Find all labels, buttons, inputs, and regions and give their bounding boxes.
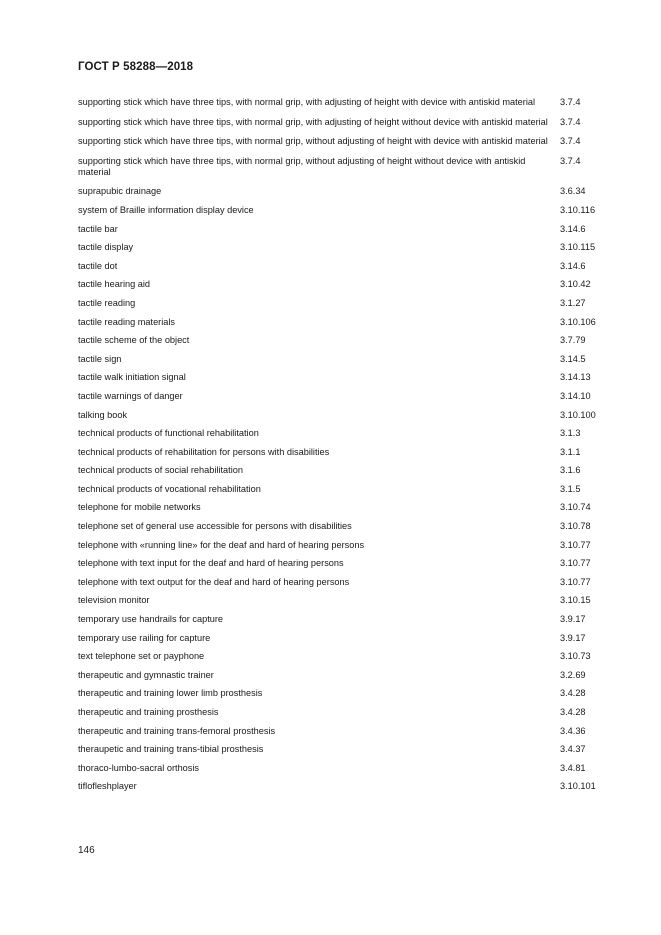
entry-reference: 3.4.28 — [560, 688, 586, 699]
entry-reference: 3.14.13 — [560, 372, 591, 383]
index-entry — [78, 484, 608, 495]
index-entry — [78, 97, 608, 108]
index-entry — [78, 558, 608, 569]
index-entry — [78, 354, 608, 365]
entry-term: supporting stick which have three tips, with normal grip, without adjusting of height with device with antiskid material — [78, 136, 548, 147]
index-entry — [78, 391, 608, 402]
index-entry — [78, 502, 608, 513]
entry-term: tactile dot — [78, 260, 118, 271]
entry-reference: 3.14.10 — [560, 390, 591, 401]
entry-term: temporary use handrails for capture — [78, 614, 224, 625]
entry-reference: 3.1.27 — [560, 297, 586, 308]
index-entry — [78, 670, 608, 681]
entry-reference: 3.7.4 — [560, 116, 581, 127]
entry-term: system of Braille information display device — [78, 204, 254, 215]
entry-term: tactile warnings of danger — [78, 390, 183, 401]
index-entry — [78, 186, 608, 197]
index-entry — [78, 156, 608, 178]
entry-reference: 3.10.73 — [560, 651, 591, 662]
page-number: 146 — [78, 845, 95, 856]
entry-term: supporting stick which have three tips, with normal grip, without adjusting of height without device with antiskid material — [78, 155, 526, 177]
index-entry — [78, 372, 608, 383]
index-entry — [78, 335, 608, 346]
entry-term: tactile reading — [78, 297, 136, 308]
entry-term: therapeutic and training prosthesis — [78, 707, 219, 717]
index-entry — [78, 447, 608, 458]
entry-reference: 3.10.77 — [560, 539, 591, 550]
index-entry — [78, 614, 608, 625]
entry-reference: 3.4.28 — [560, 707, 586, 717]
entry-reference: 3.10.42 — [560, 279, 591, 290]
entry-reference: 3.10.78 — [560, 521, 591, 532]
entry-term: tactile reading materials — [78, 316, 176, 327]
entry-term: thoraco-lumbo-sacral orthosis — [78, 762, 200, 773]
index-entry — [78, 688, 608, 699]
entry-term: television monitor — [78, 595, 150, 606]
entry-term: talking book — [78, 409, 128, 420]
entry-term: therapeutic and training trans-femoral prosthesis — [78, 725, 276, 736]
index-entry — [78, 298, 608, 309]
entry-reference: 3.14.6 — [560, 260, 586, 271]
entry-reference: 3.7.4 — [560, 136, 581, 147]
index-entry — [78, 261, 608, 272]
index-entry — [78, 410, 608, 421]
entry-reference: 3.1.6 — [560, 465, 581, 476]
entry-reference: 3.10.116 — [560, 204, 596, 215]
entry-reference: 3.7.4 — [560, 155, 581, 166]
entry-term: suprapubic drainage — [78, 186, 162, 197]
index-entry — [78, 242, 608, 253]
entry-term: therapeutic and gymnastic trainer — [78, 669, 214, 680]
index-entry — [78, 279, 608, 290]
entry-term: technical products of social rehabilitation — [78, 465, 243, 476]
entry-term: telephone with «running line» for the deaf and hard of hearing persons — [78, 539, 365, 550]
entry-reference: 3.1.3 — [560, 428, 581, 439]
entry-reference: 3.10.115 — [560, 242, 596, 253]
entry-term: telephone set of general use accessible for persons with disabilities — [78, 521, 352, 532]
entry-term: telephone with text input for the deaf and hard of hearing persons — [78, 558, 344, 569]
entry-reference: 3.1.5 — [560, 483, 581, 494]
entry-reference: 3.7.79 — [560, 335, 586, 346]
index-entry — [78, 521, 608, 532]
entry-reference: 3.10.74 — [560, 502, 591, 513]
index-entry — [78, 707, 608, 718]
entry-term: tactile hearing aid — [78, 279, 151, 290]
entry-reference: 3.4.81 — [560, 762, 586, 773]
entry-reference: 3.6.34 — [560, 186, 586, 197]
index-entry — [78, 744, 608, 755]
entry-reference: 3.14.5 — [560, 353, 586, 364]
entry-reference: 3.10.77 — [560, 558, 591, 569]
index-entry — [78, 763, 608, 774]
index-entry — [78, 205, 608, 216]
entry-reference: 3.1.1 — [560, 446, 581, 457]
entry-term: text telephone set or payphone — [78, 651, 205, 662]
entry-term: technical products of vocational rehabilitation — [78, 483, 261, 494]
index-entry — [78, 726, 608, 737]
index-entry — [78, 428, 608, 439]
entry-term: temporary use railing for capture — [78, 632, 211, 643]
entry-term: telephone with text output for the deaf and hard of hearing persons — [78, 576, 350, 587]
document-header: ГОСТ Р 58288—2018 — [78, 61, 194, 73]
entry-term: tactile bar — [78, 223, 118, 234]
index-entry — [78, 651, 608, 662]
index-entry — [78, 633, 608, 644]
index-entry — [78, 117, 608, 128]
entry-reference: 3.10.77 — [560, 576, 591, 587]
entry-term: tactile sign — [78, 353, 122, 364]
entry-reference: 3.9.17 — [560, 632, 586, 643]
index-entry — [78, 595, 608, 606]
entry-term: therapeutic and training lower limb prosthesis — [78, 688, 263, 699]
index-entry — [78, 465, 608, 476]
entry-term: supporting stick which have three tips, with normal grip, with adjusting of height with device with antiskid material — [78, 97, 536, 107]
index-entry — [78, 317, 608, 328]
entry-term: tactile scheme of the object — [78, 335, 190, 346]
index-entry — [78, 540, 608, 551]
entry-reference: 3.4.37 — [560, 744, 586, 755]
entry-reference: 3.10.15 — [560, 595, 591, 606]
entry-term: tiflofleshplayer — [78, 781, 137, 792]
term-index — [78, 97, 608, 800]
entry-reference: 3.10.100 — [560, 409, 596, 420]
entry-reference: 3.4.36 — [560, 725, 586, 736]
entry-term: telephone for mobile networks — [78, 502, 201, 513]
entry-reference: 3.10.106 — [560, 316, 596, 327]
index-entry — [78, 224, 608, 235]
entry-term: tactile walk initiation signal — [78, 372, 186, 383]
index-entry — [78, 136, 608, 147]
index-entry — [78, 577, 608, 588]
entry-reference: 3.14.6 — [560, 223, 586, 234]
entry-reference: 3.2.69 — [560, 669, 586, 680]
entry-term: theraupetic and training trans-tibial prosthesis — [78, 744, 264, 755]
entry-term: technical products of rehabilitation for persons with disabilities — [78, 446, 330, 457]
entry-term: supporting stick which have three tips, with normal grip, with adjusting of height without device with antiskid material — [78, 116, 548, 127]
entry-reference: 3.10.101 — [560, 781, 596, 792]
entry-term: tactile display — [78, 242, 134, 253]
entry-reference: 3.7.4 — [560, 97, 581, 107]
entry-term: technical products of functional rehabilitation — [78, 428, 259, 439]
entry-reference: 3.9.17 — [560, 614, 586, 625]
index-entry — [78, 781, 608, 792]
